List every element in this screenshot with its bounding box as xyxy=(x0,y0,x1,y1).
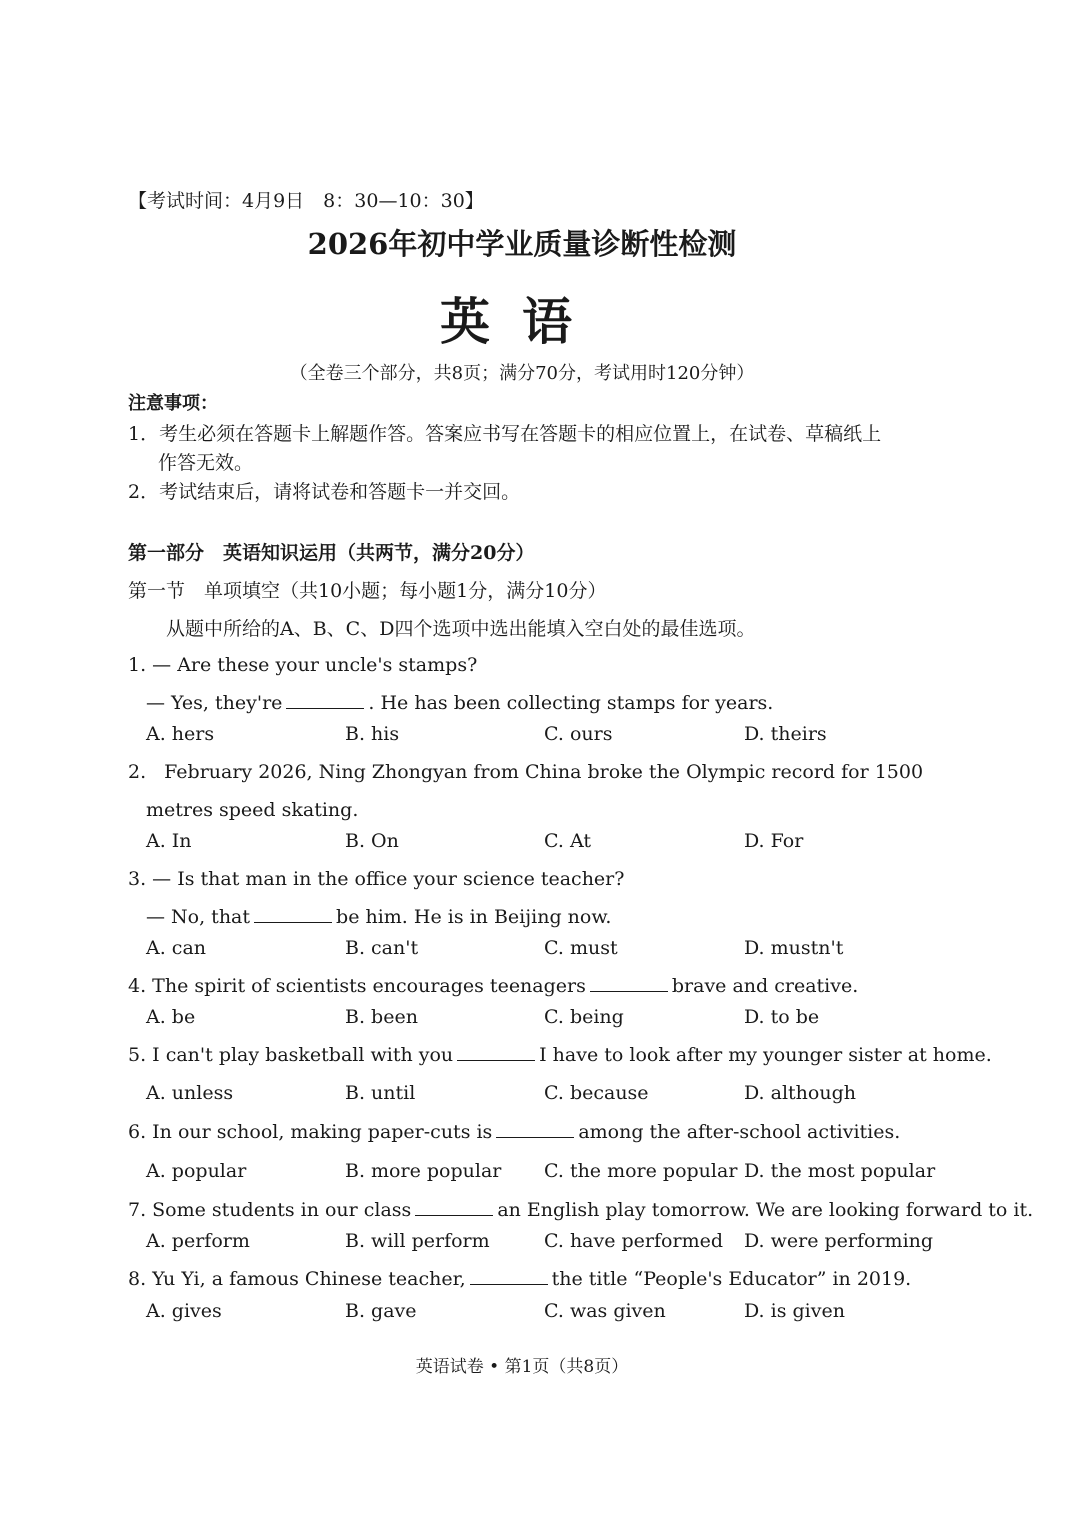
page-footer: 英语试卷 • 第1页（共8页） xyxy=(415,1357,629,1377)
q1-option-b: B. his xyxy=(345,723,400,745)
section1-instruction: 从题中所给的A、B、C、D四个选项中选出能填入空白处的最佳选项。 xyxy=(166,618,756,640)
notice-item-2: 2．考试结束后，请将试卷和答题卡一并交回。 xyxy=(128,481,521,503)
q8-option-c: C. was given xyxy=(544,1300,666,1322)
question-6 xyxy=(128,1121,900,1143)
q5-option-c: C. because xyxy=(544,1082,649,1104)
question-1-text-pre: — Yes, they're xyxy=(146,692,283,714)
question-3: 3. — Is that man in the office your science teacher? xyxy=(128,868,625,890)
q3-option-a: A. can xyxy=(146,937,207,959)
question-3-reply xyxy=(146,906,611,928)
answer-blank xyxy=(415,1214,493,1216)
answer-blank xyxy=(590,990,668,992)
answer-blank xyxy=(496,1136,574,1138)
question-6-text-pre: 6. In our school, making paper-cuts is xyxy=(128,1121,493,1143)
question-2 xyxy=(128,761,924,783)
notice-item-1: 1．考生必须在答题卡上解题作答。答案应书写在答题卡的相应位置上，在试卷、草稿纸上 xyxy=(128,423,882,445)
q8-option-a: A. gives xyxy=(146,1300,222,1322)
question-3-text-post: be him. He is in Beijing now. xyxy=(336,906,612,928)
question-7-text-post: an English play tomorrow. We are looking forward to it. xyxy=(497,1199,1034,1221)
question-1-text-post: . He has been collecting stamps for years. xyxy=(368,692,774,714)
q4-option-d: D. to be xyxy=(744,1006,820,1028)
question-7-text-pre: 7. Some students in our class xyxy=(128,1199,412,1221)
q6-option-c: C. the more popular xyxy=(544,1160,738,1182)
q4-option-a: A. be xyxy=(146,1006,196,1028)
q1-option-a: A. hers xyxy=(146,723,215,745)
q8-option-d: D. is given xyxy=(744,1300,845,1322)
question-3-text-pre: — No, that xyxy=(146,906,251,928)
exam-title: 2026年初中学业质量诊断性检测 xyxy=(307,227,737,261)
exam-time: 【考试时间：4月9日 8：30—10：30】 xyxy=(128,190,484,212)
q6-option-d: D. the most popular xyxy=(744,1160,936,1182)
q1-option-c: C. ours xyxy=(544,723,613,745)
question-8-text-post: the title “People's Educator” in 2019. xyxy=(551,1268,912,1290)
q2-option-a: A. In xyxy=(146,830,192,852)
q2-option-d: D. For xyxy=(744,830,804,852)
question-1-reply xyxy=(146,692,773,714)
exam-summary: （全卷三个部分，共8页；满分70分，考试用时120分钟） xyxy=(289,363,755,384)
q7-option-b: B. will perform xyxy=(345,1230,490,1252)
q7-option-c: C. have performed xyxy=(544,1230,723,1252)
q4-option-b: B. been xyxy=(345,1006,418,1028)
q5-option-d: D. although xyxy=(744,1082,856,1104)
answer-blank xyxy=(457,1059,535,1061)
q7-option-a: A. perform xyxy=(146,1230,250,1252)
q6-option-b: B. more popular xyxy=(345,1160,502,1182)
question-7 xyxy=(128,1199,1033,1221)
answer-blank xyxy=(254,921,332,923)
q3-option-d: D. mustn't xyxy=(744,937,844,959)
subject-title: 英语 xyxy=(440,292,604,351)
question-2-text: February 2026, Ning Zhongyan from China broke the Olympic record for 1500 xyxy=(164,761,924,783)
q2-option-c: C. At xyxy=(544,830,591,852)
question-6-text-post: among the after-school activities. xyxy=(578,1121,901,1143)
q2-option-b: B. On xyxy=(345,830,399,852)
q7-option-d: D. were performing xyxy=(744,1230,934,1252)
question-4-text-post: brave and creative. xyxy=(671,975,859,997)
question-8 xyxy=(128,1268,911,1290)
question-2-number: 2. xyxy=(128,761,147,783)
question-8-text-pre: 8. Yu Yi, a famous Chinese teacher, xyxy=(128,1268,466,1290)
q1-option-d: D. theirs xyxy=(744,723,827,745)
q8-option-b: B. gave xyxy=(345,1300,417,1322)
part1-heading: 第一部分 英语知识运用（共两节，满分20分） xyxy=(128,542,535,564)
notice-heading: 注意事项： xyxy=(128,393,218,414)
notice-item-1-cont: 作答无效。 xyxy=(158,452,254,474)
q6-option-a: A. popular xyxy=(146,1160,247,1182)
q4-option-c: C. being xyxy=(544,1006,624,1028)
question-4-text-pre: 4. The spirit of scientists encourages teenagers xyxy=(128,975,586,997)
q3-option-b: B. can't xyxy=(345,937,419,959)
q5-option-b: B. until xyxy=(345,1082,416,1104)
answer-blank xyxy=(286,707,364,709)
section1-heading: 第一节 单项填空（共10小题；每小题1分，满分10分） xyxy=(128,580,607,602)
question-5 xyxy=(128,1044,992,1066)
question-2-cont: metres speed skating. xyxy=(146,799,359,821)
question-5-text-pre: 5. I can't play basketball with you xyxy=(128,1044,454,1066)
question-1: 1. — Are these your uncle's stamps? xyxy=(128,654,478,676)
answer-blank xyxy=(470,1283,548,1285)
q3-option-c: C. must xyxy=(544,937,618,959)
question-5-text-post: I have to look after my younger sister at home. xyxy=(539,1044,992,1066)
q5-option-a: A. unless xyxy=(146,1082,234,1104)
question-4 xyxy=(128,975,858,997)
